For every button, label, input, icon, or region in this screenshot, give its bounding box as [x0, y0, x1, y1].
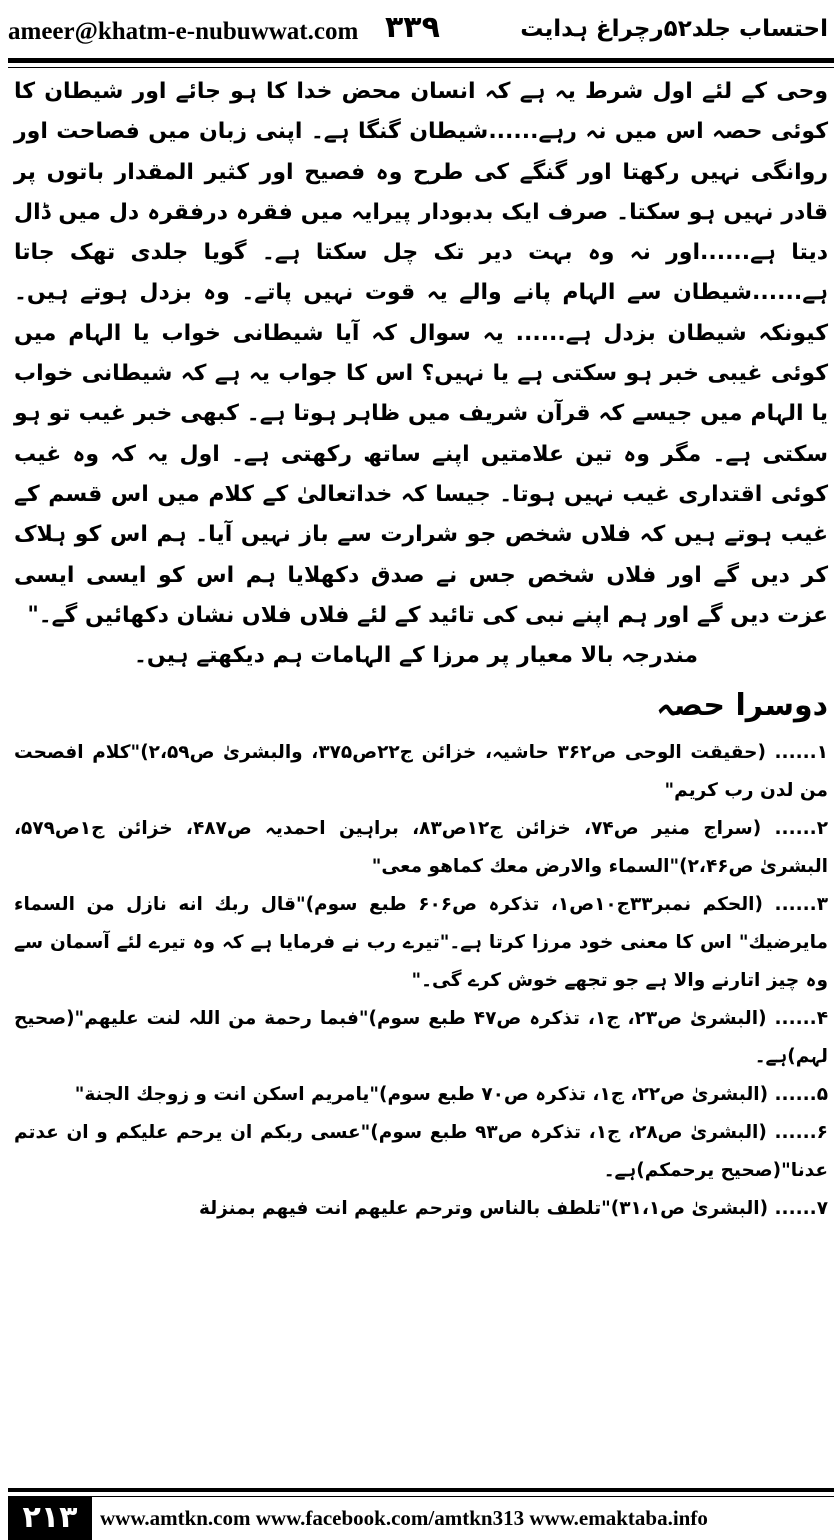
- section-heading: دوسرا حصہ: [656, 688, 828, 724]
- reference-item: [14, 734, 828, 810]
- reference-text: (حقیقت الوحی ص۳۶۲ حاشیہ، خزائن ج۲۲ص۳۷۵، والبشریٰ ص۲،۵۹)"کلام افصحت من لدن رب کریم": [14, 742, 828, 802]
- header-email: ameer@khatm-e-nubuwwat.com: [8, 18, 359, 45]
- header-rule-thin: [8, 67, 834, 68]
- reference-number: ۳......: [774, 894, 829, 916]
- header-title: احتساب جلد۵۲رچراغ ہدایت: [520, 16, 828, 42]
- reference-item: [14, 1190, 828, 1228]
- reference-text: (البشریٰ ص۲۳، ج۱، تذکرہ ص۴۷ طبع سوم)"فبما رحمة من اللہ لنت علیهم"(صحیح لہم)ہے۔: [14, 1008, 828, 1068]
- footer-links: www.amtkn.com www.facebook.com/amtkn313 www.emaktaba.info: [100, 1506, 708, 1530]
- reference-item: [14, 1114, 828, 1190]
- footer-rule-thick: [8, 1488, 834, 1492]
- reference-number: ۱......: [774, 742, 828, 764]
- footer-page-number: ۲۱۳: [8, 1497, 92, 1540]
- reference-item: [14, 1000, 828, 1076]
- reference-text: (البشریٰ ص۳۱،۱)"تلطف بالناس وترحم علیهم انت فیهم بمنزلة: [199, 1198, 769, 1220]
- reference-number: ۲......: [774, 818, 828, 840]
- reference-item: [14, 886, 828, 1000]
- reference-number: ۶......: [774, 1122, 828, 1144]
- header-rule-thick: [8, 58, 834, 63]
- reference-item: [14, 810, 828, 886]
- reference-text: (سراج منیر ص۷۴، خزائن ج۱۲ص۸۳، براہین احمدیہ ص۴۸۷، خزائن ج۱ص۵۷۹، البشریٰ ص۲،۴۶)"السماء والارض معك كماهو معی": [14, 818, 828, 878]
- reference-number: ۴......: [774, 1008, 828, 1030]
- reference-text: (البشریٰ ص۲۸، ج۱، تذکرہ ص۹۳ طبع سوم)"عسی ربكم ان یرحم علیكم و ان عدتم عدنا"(صحیح یرحمکم)ہے۔: [14, 1122, 828, 1182]
- footer-rule-thin: [8, 1496, 834, 1497]
- reference-text: (البشریٰ ص۲۲، ج۱، تذکرہ ص۷۰ طبع سوم)"یامریم اسکن انت و زوجك الجنة": [74, 1084, 769, 1106]
- page-body: [14, 72, 828, 1228]
- reference-number: ۷......: [774, 1198, 828, 1220]
- page-header: [0, 0, 840, 58]
- reference-text: (الحکم نمبر۳۳ج۱۰ص۱، تذکرہ ص۶۰۶ طبع سوم)"قال ربك انه نازل من السماء مایرضیك" اس کا معنی خود مرزا کرتا ہے۔"تیرے رب نے فرمایا ہے کہ وہ تیرے لئے آسمان سے وہ چیز اتارنے والا ہے جو تجھے خوش کرے گی۔": [14, 894, 828, 992]
- reference-item: [14, 1076, 828, 1114]
- main-paragraph: وحی کے لئے اول شرط یہ ہے کہ انسان محض خدا کا ہو جائے اور شیطان کا کوئی حصہ اس میں نہ رہے......شیطان گنگا ہے۔ اپنی زبان میں فصاحت اور روانگی نہیں رکھتا اور گنگے کی طرح وہ فصیح اور کثیر المقدار باتوں پر قادر نہیں ہو سکتا۔ صرف ایک بدبودار پیرایہ میں فقرہ درفقرہ دل میں ڈال دیتا ہے......اور نہ وہ بہت دیر تک چل سکتا ہے۔ گویا جلدی تھک جاتا ہے......شیطان سے الہام پانے والے یہ قوت نہیں پاتے۔ وہ بزدل ہوتے ہیں۔ کیونکہ شیطان بزدل ہے...... یہ سوال کہ آیا شیطانی خواب یا الہام میں کوئی غیبی خبر ہو سکتی ہے یا نہیں؟ اس کا جواب یہ ہے کہ شیطانی خواب یا الہام میں جیسے کہ قرآن شریف میں ظاہر ہوتا ہے۔ کبھی خبر غیب تو ہو سکتی ہے۔ مگر وہ تین علامتیں اپنے ساتھ رکھتی ہے۔ اول یہ کہ وہ غیب کوئی اقتداری غیب نہیں ہوتا۔ جیسا کہ خداتعالیٰ کے کلام میں اس قسم کے غیب ہوتے ہیں کہ فلاں شخص جو شرارت سے باز نہیں آیا۔ ہم اس کو ہلاک کر دیں گے اور فلاں شخص جس نے صدق دکھلایا ہم اس کو ایسی ایسی عزت دیں گے اور ہم اپنے نبی کی تائید کے لئے فلاں فلاں نشان دکھائیں گے۔": [14, 79, 828, 628]
- reference-number: ۵......: [774, 1084, 828, 1106]
- centered-line: مندرجہ بالا معیار پر مرزا کے الہامات ہم دیکھتے ہیں۔: [133, 643, 698, 669]
- header-page-number: ۳۳۹: [385, 10, 440, 45]
